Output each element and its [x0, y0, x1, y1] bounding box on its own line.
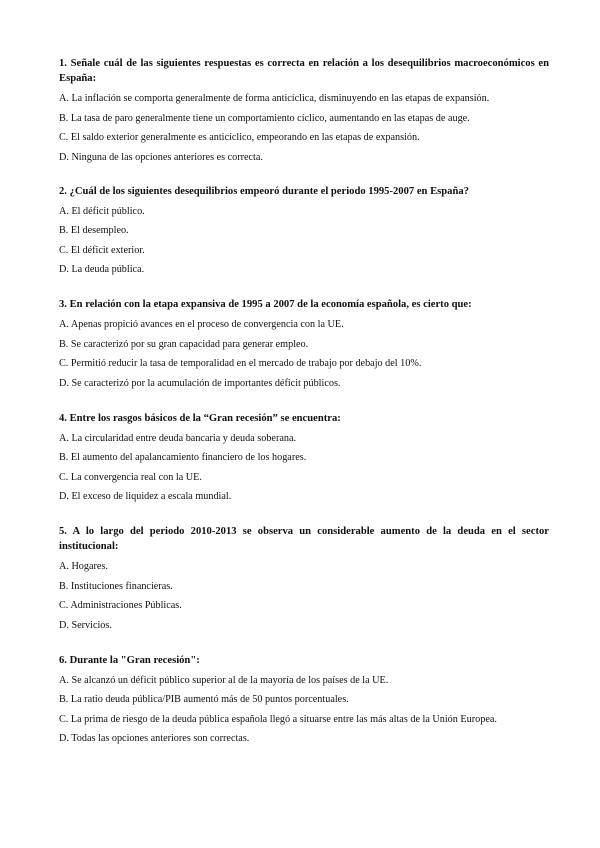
option-b: B. El desempleo.	[59, 225, 129, 236]
option-b: B. La ratio deuda pública/PIB aumentó más de 50 puntos porcentuales.	[59, 694, 349, 705]
option-c: C. El saldo exterior generalmente es anticíclico, empeorando en las etapas de expansión.	[59, 132, 420, 143]
question-title: 4. Entre los rasgos básicos de la “Gran recesión” se encuentra:	[59, 412, 341, 424]
option-d: D. Ninguna de las opciones anteriores es correcta.	[59, 151, 263, 163]
question-title: 3. En relación con la etapa expansiva de 1995 a 2007 de la economía española, es cierto que:	[59, 299, 472, 310]
option-d: D. Se caracterizó por la acumulación de importantes déficit públicos.	[59, 377, 341, 389]
option-d: D. Todas las opciones anteriores son correctas.	[59, 733, 250, 744]
question-list	[59, 56, 549, 766]
option-b: B. Se caracterizó por su gran capacidad para generar empleo.	[59, 338, 309, 350]
option-b: B. Instituciones financieras.	[59, 580, 173, 592]
option-a: A. Se alcanzó un déficit público superior al de la mayoría de los países de la UE.	[59, 674, 389, 686]
option-d: D. El exceso de liquidez a escala mundial.	[59, 491, 232, 502]
question-2	[59, 184, 549, 278]
question-3	[59, 297, 549, 391]
option-d: D. La deuda pública.	[59, 264, 145, 275]
option-a: A. El déficit público.	[59, 205, 145, 217]
option-c: C. El déficit exterior.	[59, 244, 145, 256]
question-title: 6. Durante la "Gran recesión":	[59, 654, 200, 666]
option-c: C. Permitió reducir la tasa de temporalidad en el mercado de trabajo por debajo del 10%.	[59, 358, 422, 369]
option-c: C. Administraciones Públicas.	[59, 600, 182, 611]
question-1	[59, 56, 549, 165]
option-a: A. Hogares.	[59, 561, 108, 572]
question-title: 5. A lo largo del periodo 2010-2013 se observa un considerable aumento de la deuda en el sector institucional:	[59, 526, 549, 552]
option-d: D. Servicios.	[59, 619, 112, 631]
option-c: C. La convergencia real con la UE.	[59, 471, 202, 483]
question-5	[59, 524, 549, 633]
question-4	[59, 411, 549, 505]
option-a: A. Apenas propició avances en el proceso de convergencia con la UE.	[59, 319, 344, 330]
option-a: A. La circularidad entre deuda bancaria y deuda soberana.	[59, 432, 297, 444]
question-6	[59, 653, 549, 747]
option-c: C. La prima de riesgo de la deuda pública española llegó a situarse entre las más altas de la Unión Europea.	[59, 713, 497, 725]
option-b: B. La tasa de paro generalmente tiene un comportamiento cíclico, aumentando en las etapas de auge.	[59, 112, 470, 124]
question-title: 1. Señale cuál de las siguientes respuestas es correcta en relación a los desequilibrios macroeconómicos en España:	[59, 58, 549, 84]
option-b: B. El aumento del apalancamiento financiero de los hogares.	[59, 452, 307, 463]
option-a: A. La inflación se comporta generalmente de forma anticíclica, disminuyendo en las etapas de expansión.	[59, 93, 490, 104]
question-title: 2. ¿Cuál de los siguientes desequilibrios empeoró durante el periodo 1995-2007 en España?	[59, 185, 469, 197]
